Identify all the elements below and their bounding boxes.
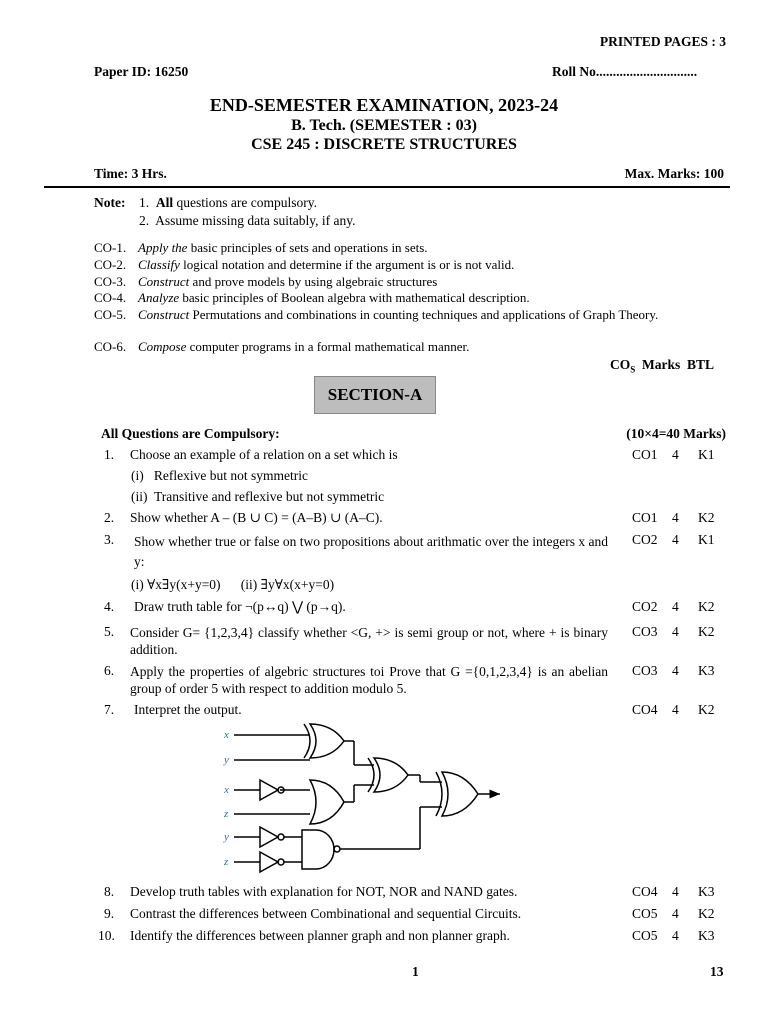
question-number: 4. xyxy=(104,599,115,614)
question-co: CO4 xyxy=(632,702,658,717)
question-text: Draw truth table for ¬(p↔q) ⋁ (p→q). xyxy=(134,599,346,614)
question-co: CO2 xyxy=(632,532,658,547)
question-btl: K3 xyxy=(698,928,715,943)
question-co: CO1 xyxy=(632,447,658,462)
circuit-input-label: z xyxy=(224,856,229,868)
question-marks: 4 xyxy=(672,599,679,614)
note-item-1: 1. All questions are compulsory. xyxy=(139,195,317,210)
question-marks: 4 xyxy=(672,906,679,921)
printed-pages: PRINTED PAGES : 3 xyxy=(599,34,726,49)
question-btl: K2 xyxy=(698,702,715,717)
question-marks: 4 xyxy=(672,624,679,639)
question-number: 6. xyxy=(104,663,115,678)
program: B. Tech. (SEMESTER : 03) xyxy=(291,117,477,134)
question-text: Choose an example of a relation on a set which is xyxy=(130,447,398,462)
question-text: Contrast the differences between Combinational and sequential Circuits. xyxy=(130,906,522,921)
question-sub: (i) ∀x∃y(x+y=0) (ii) ∃y∀x(x+y=0) xyxy=(131,577,335,592)
question-marks: 4 xyxy=(672,663,679,678)
question-marks: 4 xyxy=(672,702,679,717)
question-text: Identify the differences between planner graph and non planner graph. xyxy=(130,928,510,943)
question-btl: K3 xyxy=(698,884,715,899)
course-outcome: CO-1. Apply the basic principles of sets and operations in sets. xyxy=(94,240,428,255)
question-btl: K1 xyxy=(698,532,715,547)
question-btl: K2 xyxy=(698,510,715,525)
page-number: 1 xyxy=(412,964,419,979)
column-header: $CO_S$ Marks BTL xyxy=(610,357,715,375)
circuit-input-label: y xyxy=(224,754,229,766)
question-number: 3. xyxy=(104,532,115,547)
question-marks: 4 xyxy=(672,928,679,943)
note-item-2: 2. Assume missing data suitably, if any. xyxy=(139,213,356,228)
circuit-input-label: y xyxy=(224,831,229,843)
question-sub: (ii) Transitive and reflexive but not symmetric xyxy=(131,489,385,504)
circuit-input-label: z xyxy=(224,808,229,820)
question-number: 8. xyxy=(104,884,115,899)
question-co: CO2 xyxy=(632,599,658,614)
question-number: 5. xyxy=(104,624,115,639)
time-allowed: Time: 3 Hrs. xyxy=(94,166,167,181)
course-outcome: CO-6. Compose computer programs in a formal mathematical manner. xyxy=(94,339,470,354)
question-number: 2. xyxy=(104,510,115,525)
course-outcome-text: Construct Permutations and combinations in counting techniques and applications of Graph Theory. xyxy=(138,307,659,322)
question-co: CO3 xyxy=(632,663,658,678)
course-outcome: CO-3. Construct and prove models by using algebraic structures xyxy=(94,274,438,289)
question-text: Show whether true or false on two propositions about arithmatic over the integers x and y: xyxy=(134,534,608,569)
question-marks: 4 xyxy=(672,447,679,462)
question-marks: 4 xyxy=(672,884,679,899)
question-btl: K1 xyxy=(698,447,715,462)
course-outcome: CO-2. Classify logical notation and determine if the argument is or is not valid. xyxy=(94,257,515,272)
question-text: Apply the properties of algebric structures toi Prove that G ={0,1,2,3,4} is an abelian group of order 5 with respect to addition modulo 5. xyxy=(130,664,608,696)
question-number: 10. xyxy=(98,928,115,943)
question-co: CO1 xyxy=(632,510,658,525)
question-co: CO3 xyxy=(632,624,658,639)
question-text: Consider G= {1,2,3,4} classify whether <G, +> is semi group or not, where + is binary addition. xyxy=(130,625,608,657)
question-text: Show whether A – (B ∪ C) = (A–B) ∪ (A–C). xyxy=(130,510,383,525)
question-number: 1. xyxy=(104,447,115,462)
course-title: CSE 245 : DISCRETE STRUCTURES xyxy=(251,136,517,153)
question-text: Interpret the output. xyxy=(134,702,242,717)
question-marks: 4 xyxy=(672,532,679,547)
note-label: Note: xyxy=(94,195,126,210)
section-instruction: All Questions are Compulsory: xyxy=(101,426,280,441)
question-co: CO5 xyxy=(632,906,658,921)
circuit-input-label: x xyxy=(224,784,229,796)
question-marks: 4 xyxy=(672,510,679,525)
question-text: Develop truth tables with explanation for NOT, NOR and NAND gates. xyxy=(130,884,518,899)
max-marks: Max. Marks: 100 xyxy=(624,166,724,181)
question-number: 9. xyxy=(104,906,115,921)
course-outcome: CO-4. Analyze basic principles of Boolean algebra with mathematical description. xyxy=(94,290,530,305)
question-number: 7. xyxy=(104,702,115,717)
question-btl: K2 xyxy=(698,624,715,639)
exam-title: END-SEMESTER EXAMINATION, 2023-24 xyxy=(209,95,559,115)
footer-code: 13 xyxy=(710,964,724,979)
circuit-input-label: x xyxy=(224,729,229,741)
question-btl: K3 xyxy=(698,663,715,678)
paper-id: Paper ID: 16250 xyxy=(94,64,189,79)
section-title: SECTION-A xyxy=(314,376,436,414)
roll-no: Roll No.............................. xyxy=(552,64,698,79)
question-sub: (i) Reflexive but not symmetric xyxy=(131,468,308,483)
question-btl: K2 xyxy=(698,906,715,921)
header-rule xyxy=(44,186,730,188)
logic-circuit-diagram xyxy=(220,722,520,878)
question-btl: K2 xyxy=(698,599,715,614)
course-outcome: CO-5. xyxy=(94,307,127,322)
question-co: CO4 xyxy=(632,884,658,899)
question-co: CO5 xyxy=(632,928,658,943)
section-marks: (10×4=40 Marks) xyxy=(626,426,726,441)
